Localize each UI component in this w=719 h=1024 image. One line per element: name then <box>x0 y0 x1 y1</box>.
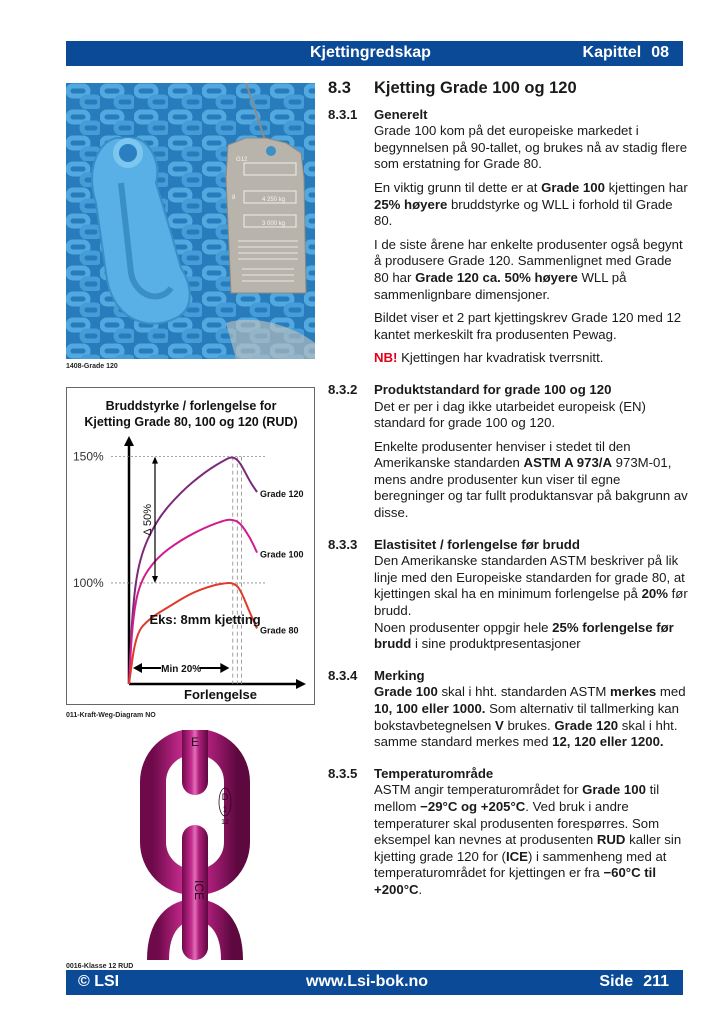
paragraph: Grade 100 kom på det europeiske markedet i begynnelsen på 90-tallet, og brukes nå av stadig flere som erstatning for Grade 80. <box>374 123 688 172</box>
copyright: © LSI <box>78 973 120 990</box>
paragraph: ASTM angir temperaturområdet for Grade 100 til mellom −29°C og +205°C. Ved bruk i andre temperaturer skal produsenten forespørres. Som eksempel kan nevnes at produsenten RUD kaller sin kjetting grade 120 for (ICE) i sammenheng med at temperaturområdet for kjettingen er fra −60°C til +200°C. <box>374 782 682 897</box>
subsection-title: Temperaturområde <box>374 765 494 781</box>
series-label: Grade 80 <box>260 625 299 636</box>
series-label: Grade 120 <box>260 489 304 499</box>
subsection-title: Merking <box>374 667 425 683</box>
note-paragraph: NB! Kjettingen har kvadratisk tverrsnitt. <box>374 350 604 366</box>
min-arrow-right-head <box>220 663 229 673</box>
subsection-8-3-5 <box>328 766 688 906</box>
min-20-label: Min 20% <box>161 664 202 675</box>
paragraph: Grade 100 skal i hht. standarden ASTM merkes med 10, 100 eller 1000. Som alternativ til tallmerking kan bokstavbetegnelsen V brukes. Grade 120 skal i hht. samme standard merkes med 12, 120 eller 1200. <box>374 684 686 750</box>
y-axis-arrow <box>124 436 134 446</box>
chain-sling-photo <box>66 83 315 359</box>
chapter-number: 08 <box>651 44 669 61</box>
chain-mark-12: 12 <box>221 819 229 826</box>
subsection-number: 8.3.3 <box>328 536 358 552</box>
chart-svg <box>67 388 314 704</box>
tag-wll1-text: 4 250 kg <box>262 197 286 203</box>
subsection-8-3-1 <box>328 107 688 374</box>
tag-wll2-text: 3 000 kg <box>262 221 286 227</box>
subsection-title: Produktstandard for grade 100 og 120 <box>374 381 612 397</box>
section-heading <box>328 80 688 97</box>
chain-mark-e: E <box>190 735 200 749</box>
paragraph: I de siste årene har enkelte produsenter også begynt å produsere Grade 120. Sammenlignet med Grade 80 har Grade 120 ca. 50% høyere WLL på sammenlignbare dimensjoner. <box>374 236 683 302</box>
paragraph: Det er per i dag ikke utarbeidet europeisk (EN) standard for grade 100 og 120. <box>374 398 646 431</box>
grade120-chain-illustration <box>130 730 260 960</box>
subsection-number: 8.3.1 <box>328 106 358 122</box>
section-title: Kjetting Grade 100 og 120 <box>374 79 577 97</box>
y-tick-label: 100% <box>73 575 104 590</box>
chain-photo-graphic <box>66 83 315 359</box>
paragraph: Enkelte produsenter henviser i stedet til den Amerikanske standarden ASTM A 973/A 973M-01, mens andre produsenter kun viser til egne beregninger og tar fullt produktansvar på bakgrunn av disse. <box>374 438 688 521</box>
chart-title-line2: Kjetting Grade 80, 100 og 120 (RUD) <box>84 415 298 429</box>
delta-arrow-head-bottom <box>152 576 158 583</box>
chain-mark-ice: ICE <box>192 879 206 901</box>
subsection-title: Elastisitet / forlengelse før brudd <box>374 536 580 552</box>
tag-grade-text: G12 <box>236 157 248 163</box>
footer-bar <box>66 970 683 995</box>
subsection-8-3-4 <box>328 668 688 758</box>
delta-arrow-head-top <box>152 457 158 464</box>
series-line-grade-100 <box>129 520 257 684</box>
paragraph: En viktig grunn til dette er at Grade 100 kjettingen har 25% høyere bruddstyrke og WLL i forhold til Grade 80. <box>374 179 688 229</box>
chapter-label: Kapittel <box>582 44 642 61</box>
header-bar <box>66 41 683 66</box>
chain-mark-d: D <box>221 792 229 802</box>
chain-mark-1: 1 <box>222 805 228 814</box>
strength-elongation-chart <box>66 387 315 705</box>
page-indicator <box>599 973 669 991</box>
section-number: 8.3 <box>328 79 351 97</box>
nb-label: NB! <box>374 350 398 366</box>
page-label: Side <box>599 973 634 990</box>
chart-title-line1: Bruddstyrke / forlengelse for <box>105 399 277 413</box>
series-label: Grade 100 <box>260 549 304 560</box>
min-arrow-left-head <box>133 663 142 673</box>
photo-caption: 1408-Grade 120 <box>66 363 118 370</box>
x-axis-arrow <box>296 679 306 689</box>
header-title: Kjettingredskap <box>310 44 431 61</box>
paragraph: Bildet viser et 2 part kjettingskrev Grade 120 med 12 kantet merkeskilt fra produsenten Pewag. <box>374 310 682 342</box>
subsection-8-3-2 <box>328 382 688 529</box>
grade-tag <box>226 138 306 293</box>
subsection-number: 8.3.2 <box>328 381 358 397</box>
page-number: 211 <box>643 973 669 990</box>
chain-graphic <box>130 730 260 960</box>
chapter-indicator <box>583 44 669 62</box>
subsection-title: Generelt <box>374 106 428 122</box>
paragraph: Den Amerikanske standarden ASTM beskriver på lik linje med den Europeiske standarden for grade 80, at kjettingen skal ha en minimum forlengelse på 20% før brudd. <box>374 553 688 619</box>
subsection-8-3-3 <box>328 537 688 660</box>
main-text <box>328 80 688 914</box>
example-label: Eks: 8mm kjetting <box>149 612 261 627</box>
x-axis-label: Forlengelse <box>184 687 257 702</box>
chain-caption: 0016-Klasse 12 RUD <box>66 963 134 970</box>
chart-caption: 011-Kraft-Weg-Diagram NO <box>66 712 156 719</box>
tag-legs-text: 8 <box>232 195 236 201</box>
y-tick-label: 150% <box>73 449 104 464</box>
paragraph: Noen produsenter oppgir hele 25% forlengelse før brudd i sine produktpresentasjoner <box>374 619 674 652</box>
website-link[interactable]: www.Lsi-bok.no <box>306 973 429 990</box>
delta-50-label: Δ 50% <box>142 503 154 536</box>
subsection-number: 8.3.5 <box>328 765 358 781</box>
subsection-number: 8.3.4 <box>328 667 358 683</box>
